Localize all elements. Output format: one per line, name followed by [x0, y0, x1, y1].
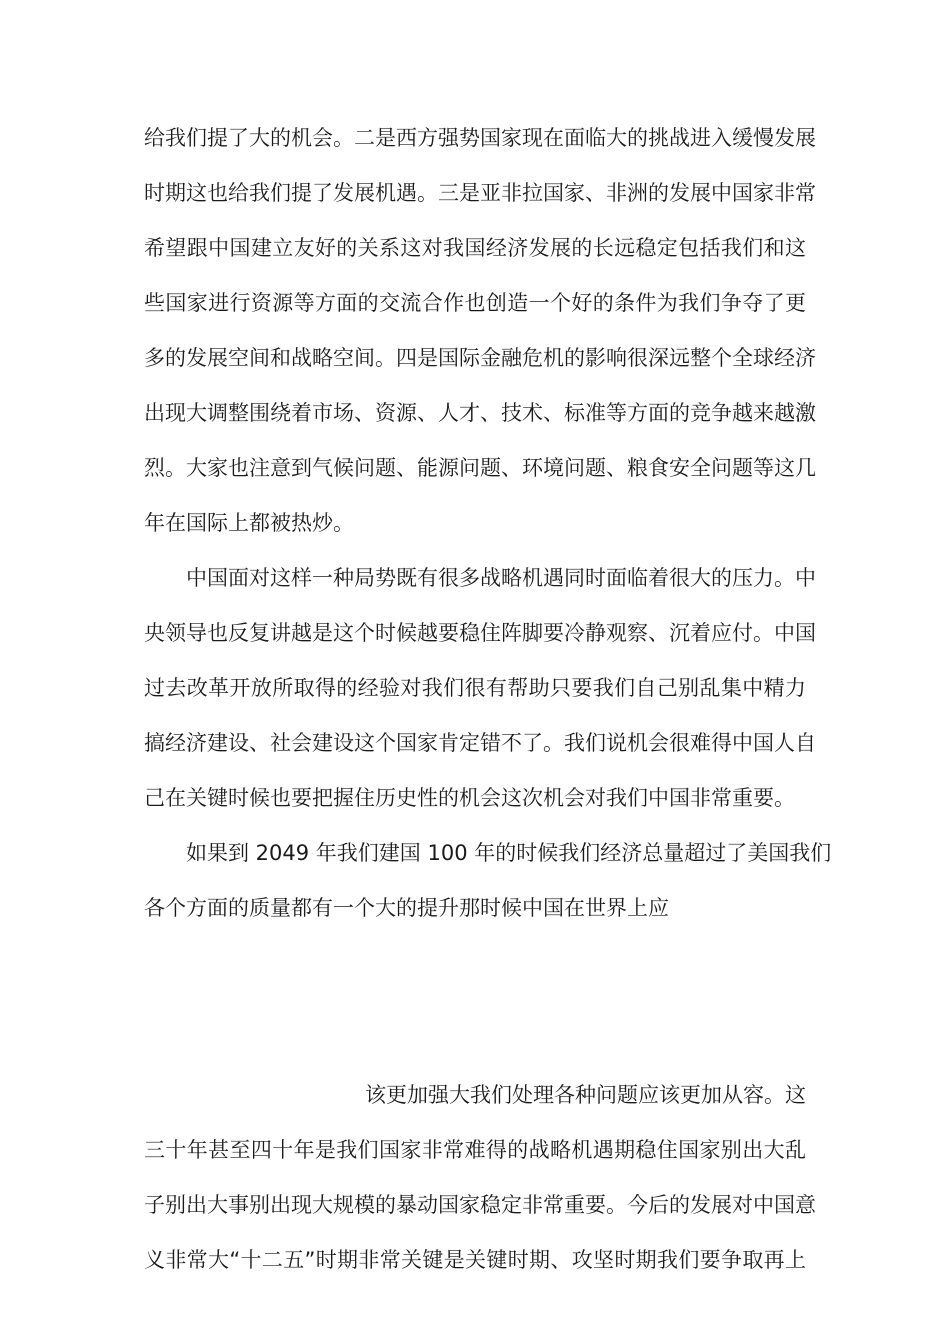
text-line: 年在国际上都被热炒。 — [144, 511, 354, 535]
text-line: 中国面对这样一种局势既有很多战略机遇同时面临着很大的压力。中 — [186, 566, 816, 590]
text-line: 些国家进行资源等方面的交流合作也创造一个好的条件为我们争夺了更 — [144, 291, 806, 315]
text-line: 义非常大“十二五”时期非常关键是关键时期、攻坚时期我们要争取再上 — [144, 1248, 806, 1272]
text-line: 如果到 2049 年我们建国 100 年的时候我们经济总量超过了美国我们 — [186, 841, 832, 865]
text-line: 过去改革开放所取得的经验对我们很有帮助只要我们自己别乱集中精力 — [144, 676, 806, 700]
text-line: 时期这也给我们提了发展机遇。三是亚非拉国家、非洲的发展中国家非常 — [144, 181, 816, 205]
text-line: 搞经济建设、社会建设这个国家肯定错不了。我们说机会很难得中国人自 — [144, 731, 816, 755]
text-line: 子别出大事别出现大规模的暴动国家稳定非常重要。今后的发展对中国意 — [144, 1193, 816, 1217]
text-line: 三十年甚至四十年是我们国家非常难得的战略机遇期稳住国家别出大乱 — [144, 1138, 806, 1162]
text-line: 该更加强大我们处理各种问题应该更加从容。这 — [365, 1083, 806, 1107]
text-line: 给我们提了大的机会。二是西方强势国家现在面临大的挑战进入缓慢发展 — [144, 126, 816, 150]
text-line: 烈。大家也注意到气候问题、能源问题、环境问题、粮食安全问题等这几 — [144, 456, 816, 480]
text-line: 希望跟中国建立友好的关系这对我国经济发展的长远稳定包括我们和这 — [144, 236, 806, 260]
text-line: 出现大调整围绕着市场、资源、人才、技术、标准等方面的竞争越来越激 — [144, 401, 816, 425]
text-line: 己在关键时候也要把握住历史性的机会这次机会对我们中国非常重要。 — [144, 786, 795, 810]
text-line: 各个方面的质量都有一个大的提升那时候中国在世界上应 — [144, 896, 669, 920]
text-line: 多的发展空间和战略空间。四是国际金融危机的影响很深远整个全球经济 — [144, 346, 816, 370]
text-line: 央领导也反复讲越是这个时候越要稳住阵脚要冷静观察、沉着应付。中国 — [144, 621, 816, 645]
